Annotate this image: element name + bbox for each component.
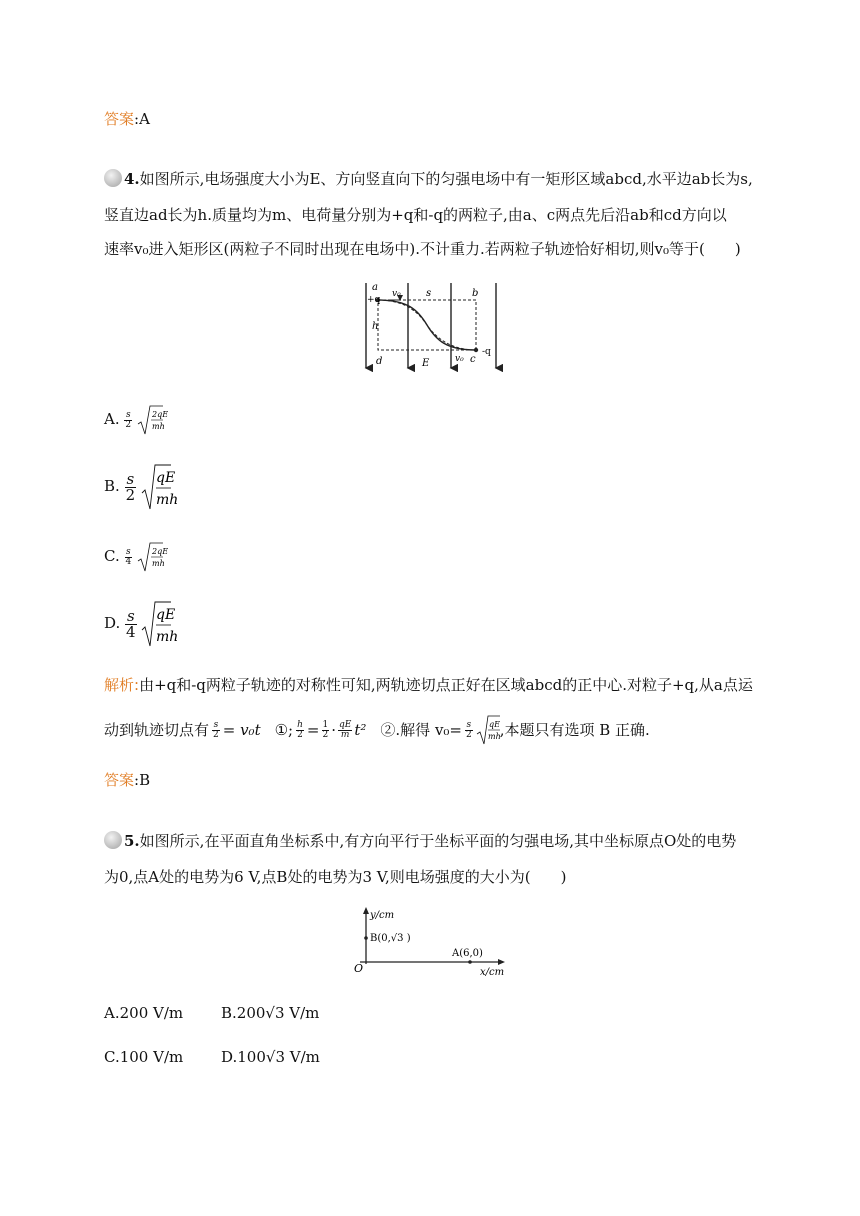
- fraction: $\frac{s}{2}$: [125, 469, 136, 504]
- q4-text-line3: 速率v₀进入矩形区(两粒子不同时出现在电场中).不计重力.若两粒子轨迹恰好相切,则v₀等于( ): [104, 240, 741, 258]
- question-number: 5.: [124, 832, 140, 850]
- sqrt-sign-icon: [141, 463, 179, 511]
- point-c: [474, 348, 478, 352]
- label-h: h: [372, 321, 379, 332]
- point-a: [468, 960, 472, 964]
- answer-value: :A: [134, 110, 150, 128]
- fraction-s-2b: $\frac{s}{2}$: [466, 719, 472, 740]
- q4-text-line2: 竖直边ad长为h.质量均为m、电荷量分别为+q和-q的两粒子,由a、c两点先后沿ab和cd方向以: [104, 206, 727, 224]
- option-label: D.: [104, 614, 121, 632]
- previous-answer: [104, 108, 150, 129]
- analysis-label: 解析:: [104, 676, 140, 694]
- option-text: 100 V/m: [119, 1048, 184, 1066]
- svg-text:mh: mh: [152, 559, 165, 568]
- q5-option-a[interactable]: [104, 1004, 183, 1022]
- label-d: d: [376, 356, 383, 367]
- y-axis-arrow-icon: [363, 907, 369, 914]
- q4-answer: [104, 769, 150, 790]
- equation-mark-1: ①;: [274, 721, 294, 739]
- question-badge-icon: [104, 169, 122, 187]
- label-minus-q: -q: [482, 347, 491, 357]
- label-a: a: [372, 282, 378, 293]
- option-text: 100√3 V/m: [237, 1048, 320, 1066]
- q5-line1: [104, 830, 764, 852]
- label-s: s: [426, 288, 432, 299]
- fraction-h-2: $\frac{h}{2}$: [297, 719, 303, 740]
- sqrt-sign-icon: [137, 541, 169, 573]
- option-label: B.: [104, 477, 120, 495]
- sqrt-sign-icon: [476, 714, 500, 746]
- svg-text:qE: qE: [488, 720, 500, 729]
- option-label: D.: [221, 1048, 238, 1066]
- option-label: A.: [104, 1004, 120, 1022]
- question-badge-icon: [104, 831, 122, 849]
- svg-text:qE: qE: [156, 607, 176, 623]
- option-label: B.: [221, 1004, 237, 1022]
- label-plus-q: +q: [367, 295, 381, 305]
- analysis-line2: 动到轨迹切点有 $\frac{s}{2}$ = v₀t ①; $\frac{h}{2}$ = $\frac{1}{2}$ · $\frac{qE}{m}$ t² ②.解得 v₀= $\frac{s}{2}$ qE mh ,本题只有选项 B 正确.: [104, 710, 764, 750]
- q4-option-c[interactable]: [104, 541, 169, 573]
- label-v0-top: v₀: [392, 289, 401, 299]
- fraction-1-2: $\frac{1}{2}$: [322, 719, 329, 740]
- analysis-end: ,本题只有选项 B 正确.: [499, 721, 650, 739]
- point-b: [364, 936, 368, 940]
- svg-text:qE: qE: [155, 470, 176, 486]
- trajectory-minus-q: [378, 300, 476, 350]
- y-axis-label: y/cm: [370, 910, 395, 921]
- point-b-label: B(0,√3 ): [370, 933, 411, 944]
- x-axis-label: x/cm: [480, 967, 505, 978]
- analysis-text: 由+q和-q两粒子轨迹的对称性可知,两轨迹切点正好在区域abcd的正中心.对粒子+q,从a点运: [139, 676, 753, 694]
- fraction: $\frac{s}{4}$: [125, 546, 132, 567]
- q4-option-d[interactable]: [104, 600, 179, 648]
- equation-2: t²: [354, 721, 367, 739]
- equation-mark-2: ②.解得 v₀=: [380, 721, 462, 739]
- svg-text:mh: mh: [155, 492, 179, 508]
- svg-text:mh: mh: [151, 422, 165, 431]
- q4-option-b[interactable]: [104, 463, 179, 511]
- svg-text:2qE: 2qE: [152, 547, 169, 556]
- svg-text:mh: mh: [156, 629, 179, 645]
- q4-line1: [104, 168, 764, 190]
- fraction: $\frac{s}{2}$: [125, 409, 132, 430]
- x-axis-arrow-icon: [498, 959, 505, 965]
- question-number: 4.: [124, 170, 140, 188]
- analysis-line1: [104, 674, 764, 696]
- option-label: C.: [104, 1048, 120, 1066]
- option-text: 200√3 V/m: [236, 1004, 320, 1022]
- q5-coordinate-diagram: [352, 906, 512, 980]
- q4-option-a[interactable]: [104, 404, 168, 436]
- label-c: c: [470, 354, 476, 365]
- equation-1: = v₀t: [222, 721, 261, 739]
- option-text: 200 V/m: [119, 1004, 184, 1022]
- origin-label: O: [354, 962, 364, 975]
- q5-option-b[interactable]: [221, 1004, 319, 1022]
- fraction-qe-m: $\frac{qE}{m}$: [339, 719, 352, 740]
- q4-text-line1: 如图所示,电场强度大小为E、方向竖直向下的匀强电场中有一矩形区域abcd,水平边ab长为s,: [139, 170, 753, 188]
- q5-option-c[interactable]: [104, 1048, 183, 1066]
- q5-option-d[interactable]: [221, 1048, 320, 1066]
- svg-text:2qE: 2qE: [151, 410, 168, 419]
- option-label: C.: [104, 547, 120, 565]
- q5-text-line1: 如图所示,在平面直角坐标系中,有方向平行于坐标平面的匀强电场,其中坐标原点O处的电势: [139, 832, 737, 850]
- sqrt-sign-icon: [137, 404, 168, 436]
- label-b: b: [472, 288, 479, 299]
- label-v0-bottom: v₀: [455, 354, 464, 364]
- answer-label: 答案: [104, 110, 135, 128]
- svg-text:mh: mh: [487, 732, 501, 741]
- option-label: A.: [104, 410, 120, 428]
- sqrt-sign-icon: [141, 600, 179, 648]
- fraction: $\frac{s}{4}$: [126, 606, 136, 641]
- fraction-s-2: $\frac{s}{2}$: [213, 719, 219, 740]
- label-E: E: [422, 358, 430, 369]
- answer-value: :B: [134, 771, 151, 789]
- q5-text-line2: 为0,点A处的电势为6 V,点B处的电势为3 V,则电场强度的大小为( ): [104, 868, 567, 886]
- point-a-label: A(6,0): [452, 948, 483, 959]
- answer-label: 答案: [104, 771, 135, 789]
- q4-field-diagram: [358, 280, 508, 375]
- analysis-text-2: 动到轨迹切点有: [104, 721, 210, 739]
